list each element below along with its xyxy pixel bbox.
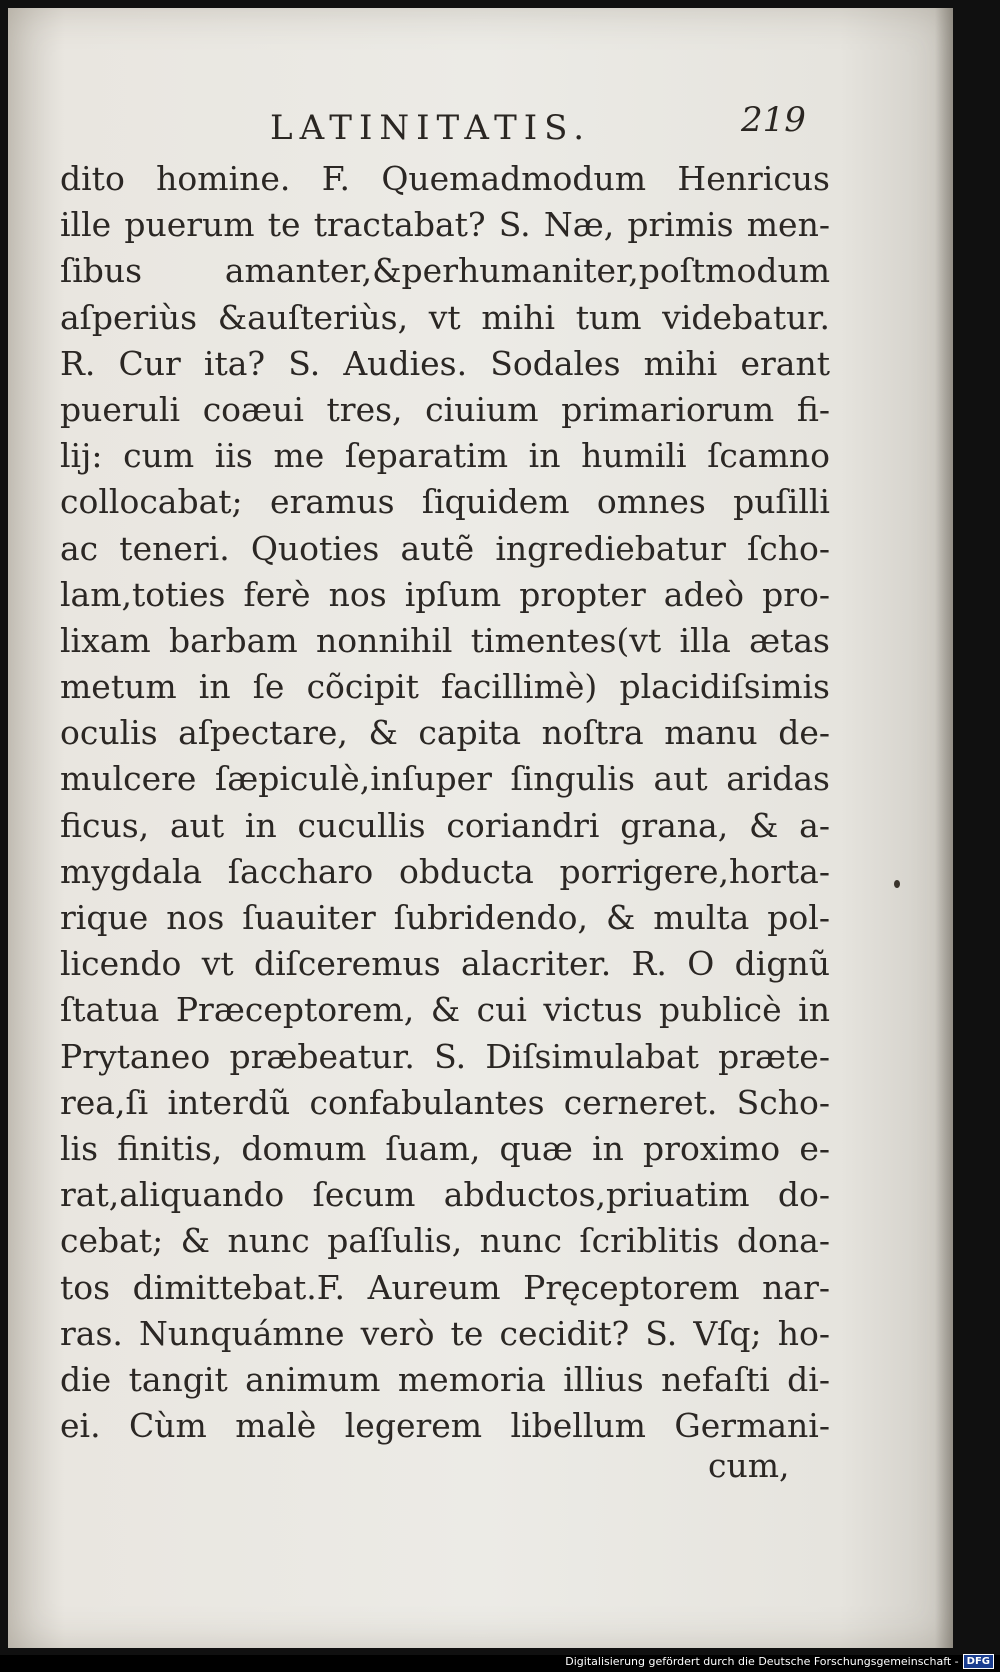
dfg-logo: DFG: [963, 1654, 994, 1669]
text-line: rique nos ſuauiter ſubridendo, & multa pol-: [60, 898, 830, 937]
text-line: ſtatua Præceptorem, & cui victus publicè in: [60, 990, 830, 1030]
text-line: mulcere ſæpiculè,inſuper ſingulis aut aridas: [60, 759, 830, 799]
text-line: cebat; & nunc paſſulis, nunc ſcriblitis dona-: [60, 1221, 830, 1261]
text-line: ille puerum te tractabat? S. Næ, primis men-: [60, 205, 830, 245]
book-page: [8, 8, 953, 1648]
text-line: lij: cum iis me ſeparatim in humili ſcamno: [60, 436, 830, 476]
page-number: 219: [741, 100, 806, 140]
body-text: [60, 156, 830, 1449]
text-line: mygdala ſaccharo obducta porrigere,horta-: [60, 851, 830, 891]
text-line: lixam barbam nonnihil timentes(vt illa ætas: [60, 620, 830, 660]
digitization-footer: [565, 1653, 994, 1670]
text-line: Prytaneo præbeatur. S. Diſsimulabat præte-: [60, 1036, 830, 1076]
running-head: LATINITATIS.: [270, 108, 592, 148]
text-line: aſperiùs &auſteriùs, vt mihi tum videbatur.: [60, 297, 830, 337]
text-line: metum in ſe cõcipit facillimè) placidiſsimis: [60, 667, 830, 707]
text-line: die tangit animum memoria illius nefaſti di-: [60, 1359, 830, 1399]
funding-credit: Digitalisierung gefördert durch die Deutsche Forschungsgemeinschaft -: [565, 1655, 959, 1668]
text-line: ac teneri. Quoties autẽ ingrediebatur ſcho-: [60, 528, 830, 568]
text-line: R. Cur ita? S. Audies. Sodales mihi erant: [60, 343, 830, 383]
text-line: lam,toties ferè nos ipſum propter adeò pro-: [60, 574, 830, 614]
text-line: ſibus amanter,&perhumaniter,poſtmodum: [60, 251, 830, 291]
text-line: collocabat; eramus ſiquidem omnes puſilli: [60, 482, 830, 522]
ink-speck: [894, 880, 900, 888]
text-line: lis finitis, domum ſuam, quæ in proximo e-: [60, 1128, 830, 1168]
text-line: rat,aliquando ſecum abductos,priuatim do-: [60, 1175, 830, 1215]
text-line: licendo vt diſceremus alacriter. R. O dignũ: [60, 944, 830, 984]
page-edge-shadow: [935, 8, 953, 1648]
text-line: ficus, aut in cucullis coriandri grana, & a-: [60, 805, 830, 845]
catchword: cum,: [708, 1446, 790, 1485]
text-line: dito homine. F. Quemadmodum Henricus: [60, 159, 830, 198]
text-line: ras. Nunquámne verò te cecidit? S. Vſq; ho-: [60, 1313, 830, 1353]
text-line: pueruli coæui tres, ciuium primariorum fi-: [60, 389, 830, 429]
text-line: oculis aſpectare, & capita noſtra manu de-: [60, 713, 830, 753]
text-line: rea,ſi interdũ confabulantes cerneret. Scho-: [60, 1082, 830, 1122]
text-line: tos dimittebat.F. Aureum Pręceptorem nar-: [60, 1267, 830, 1307]
text-line: ei. Cùm malè legerem libellum Germani-: [60, 1406, 830, 1446]
